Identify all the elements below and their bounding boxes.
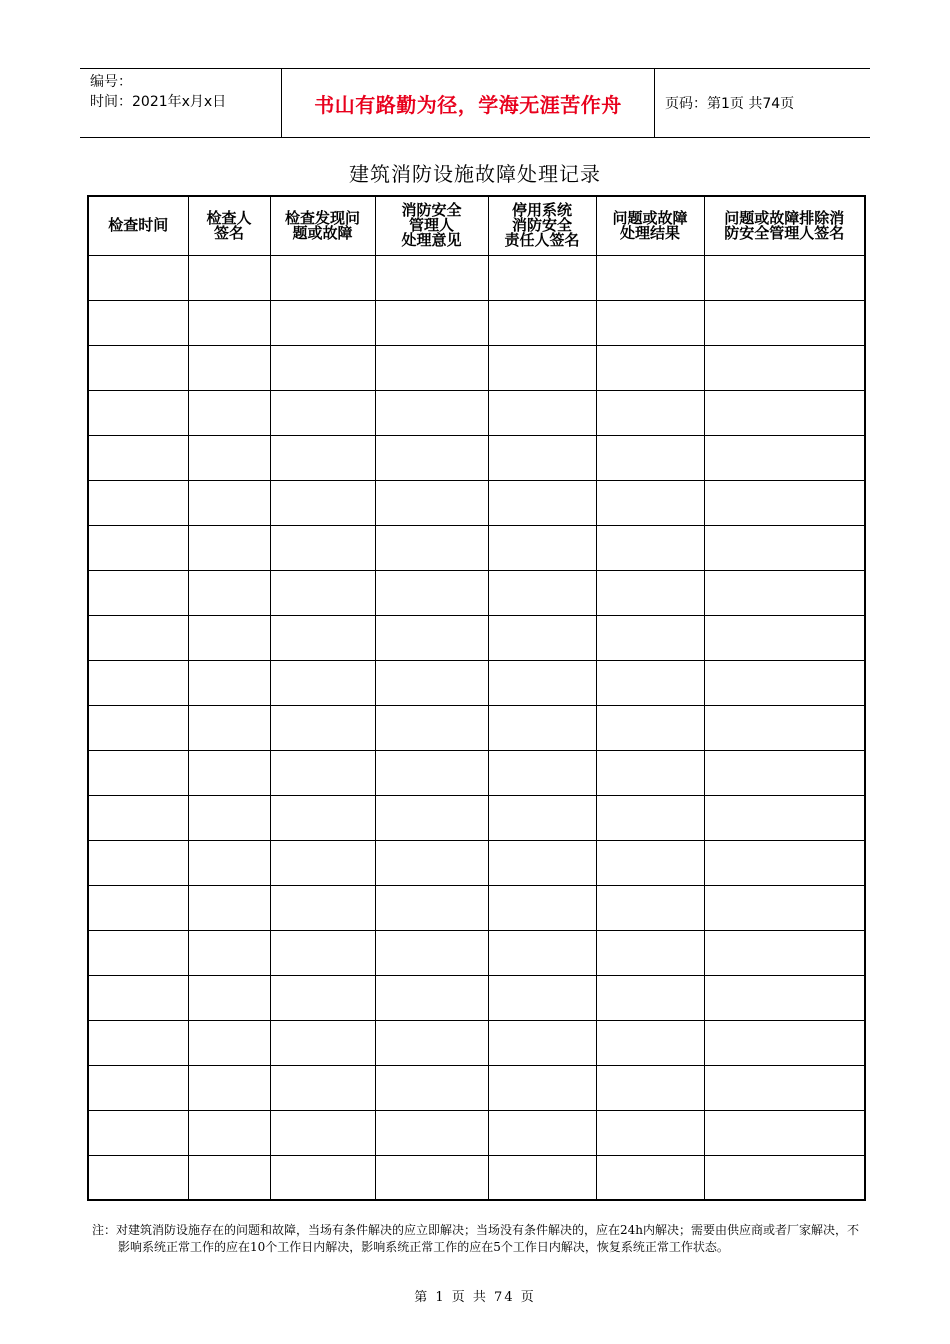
table-cell (375, 1155, 488, 1200)
table-cell (188, 885, 270, 930)
table-cell (375, 1110, 488, 1155)
table-cell (704, 975, 865, 1020)
table-cell (375, 435, 488, 480)
table-cell (188, 435, 270, 480)
table-cell (88, 885, 188, 930)
table-body (88, 255, 865, 1200)
table-cell (88, 1020, 188, 1065)
table-cell (596, 300, 704, 345)
document-date-label: 时间：2021年x月x日 (90, 94, 227, 110)
table-cell (596, 1155, 704, 1200)
table-cell (488, 300, 596, 345)
table-row (88, 480, 865, 525)
table-cell (375, 750, 488, 795)
column-header: 检查发现问 题或故障 (270, 196, 375, 255)
footnote (92, 1222, 862, 1256)
table-cell (488, 885, 596, 930)
table-cell (188, 705, 270, 750)
table-cell (375, 615, 488, 660)
table-cell (188, 975, 270, 1020)
table-cell (88, 525, 188, 570)
table-cell (375, 705, 488, 750)
table-cell (488, 615, 596, 660)
table-cell (270, 795, 375, 840)
table-row (88, 570, 865, 615)
document-number-label: 编号： (90, 74, 132, 90)
table-cell (375, 480, 488, 525)
table-cell (704, 885, 865, 930)
table-cell (188, 660, 270, 705)
table-cell (375, 1020, 488, 1065)
table-cell (188, 525, 270, 570)
table-row (88, 930, 865, 975)
table-cell (88, 1110, 188, 1155)
table-cell (375, 345, 488, 390)
table-cell (596, 1065, 704, 1110)
table-cell (88, 300, 188, 345)
table-cell (88, 480, 188, 525)
column-header: 停用系统 消防安全 责任人签名 (488, 196, 596, 255)
table-cell (375, 795, 488, 840)
table-cell (88, 570, 188, 615)
footnote-text: 注：对建筑消防设施存在的问题和故障，当场有条件解决的应立即解决；当场没有条件解决的，应在24h内解决；需要由供应商或者厂家解决，不影响系统正常工作的应在10个工作日内解决，影响系统正常工作的应在5个工作日内解决，恢复系统正常工作状态。 (92, 1223, 860, 1254)
table-cell (270, 1110, 375, 1155)
table-cell (596, 345, 704, 390)
table-cell (488, 795, 596, 840)
table-cell (596, 480, 704, 525)
table-cell (88, 435, 188, 480)
table-cell (88, 660, 188, 705)
table-cell (88, 255, 188, 300)
table-cell (488, 975, 596, 1020)
table-cell (704, 840, 865, 885)
table-row (88, 300, 865, 345)
table-cell (488, 480, 596, 525)
table-cell (596, 1110, 704, 1155)
column-header: 问题或故障 处理结果 (596, 196, 704, 255)
table-cell (270, 390, 375, 435)
table-cell (88, 975, 188, 1020)
header-motto: 书山有路勤为径，学海无涯苦作舟 (314, 92, 622, 117)
table-row (88, 975, 865, 1020)
table-cell (270, 840, 375, 885)
table-row (88, 750, 865, 795)
table-cell (596, 975, 704, 1020)
table-cell (596, 390, 704, 435)
table-header-row (88, 196, 865, 255)
table-row (88, 705, 865, 750)
table-cell (704, 660, 865, 705)
table-cell (270, 570, 375, 615)
table-cell (488, 570, 596, 615)
table-cell (375, 930, 488, 975)
table-cell (188, 750, 270, 795)
table-cell (270, 660, 375, 705)
table-cell (375, 1065, 488, 1110)
table-row (88, 255, 865, 300)
table-cell (704, 480, 865, 525)
table-cell (488, 840, 596, 885)
column-header: 检查人 签名 (188, 196, 270, 255)
table-cell (596, 570, 704, 615)
table-cell (270, 525, 375, 570)
table-cell (704, 930, 865, 975)
table-cell (704, 615, 865, 660)
table-cell (375, 255, 488, 300)
table-cell (188, 795, 270, 840)
table-cell (270, 1020, 375, 1065)
table-cell (188, 840, 270, 885)
table-row (88, 885, 865, 930)
header-page-cell (655, 69, 870, 137)
table-cell (596, 525, 704, 570)
table-cell (596, 1020, 704, 1065)
table-cell (704, 750, 865, 795)
table-cell (188, 345, 270, 390)
table-cell (488, 255, 596, 300)
header-page-label: 页码：第1页 共74页 (665, 96, 795, 112)
table-cell (704, 435, 865, 480)
table-cell (375, 840, 488, 885)
table-cell (88, 390, 188, 435)
table-cell (488, 435, 596, 480)
table-cell (375, 300, 488, 345)
table-cell (188, 390, 270, 435)
table-cell (488, 345, 596, 390)
table-cell (596, 615, 704, 660)
table-cell (188, 1110, 270, 1155)
table-cell (488, 660, 596, 705)
table-row (88, 1065, 865, 1110)
column-header: 检查时间 (88, 196, 188, 255)
table-cell (704, 300, 865, 345)
table-cell (375, 885, 488, 930)
table-cell (270, 1065, 375, 1110)
table-row (88, 795, 865, 840)
table-cell (270, 975, 375, 1020)
table-row (88, 435, 865, 480)
table-cell (375, 660, 488, 705)
table-cell (270, 255, 375, 300)
header-meta (80, 69, 282, 137)
table-cell (188, 300, 270, 345)
table-cell (270, 750, 375, 795)
table-cell (88, 750, 188, 795)
table-cell (596, 885, 704, 930)
table-cell (704, 390, 865, 435)
document-header (80, 68, 870, 138)
table-cell (704, 570, 865, 615)
table-cell (88, 345, 188, 390)
table-row (88, 525, 865, 570)
table-cell (270, 300, 375, 345)
table-cell (188, 930, 270, 975)
table-cell (188, 1065, 270, 1110)
table-cell (488, 750, 596, 795)
table-cell (704, 1155, 865, 1200)
table-cell (188, 480, 270, 525)
table-cell (88, 1155, 188, 1200)
table-cell (270, 705, 375, 750)
table-cell (270, 885, 375, 930)
table-cell (375, 390, 488, 435)
table-cell (270, 930, 375, 975)
table-cell (88, 930, 188, 975)
table-cell (270, 1155, 375, 1200)
table-cell (188, 255, 270, 300)
table-row (88, 615, 865, 660)
page-title: 建筑消防设施故障处理记录 (349, 162, 601, 186)
table-row (88, 1020, 865, 1065)
table-cell (704, 1065, 865, 1110)
table-cell (596, 840, 704, 885)
table-cell (488, 1065, 596, 1110)
table-cell (704, 705, 865, 750)
table-cell (375, 570, 488, 615)
table-cell (88, 1065, 188, 1110)
table-cell (375, 525, 488, 570)
table-row (88, 345, 865, 390)
fault-record-table (87, 195, 866, 1201)
table-cell (596, 750, 704, 795)
table-cell (704, 1110, 865, 1155)
table-cell (488, 705, 596, 750)
column-header: 消防安全 管理人 处理意见 (375, 196, 488, 255)
table-row (88, 1110, 865, 1155)
table-cell (270, 345, 375, 390)
table-cell (488, 525, 596, 570)
table-cell (488, 1020, 596, 1065)
table-cell (596, 435, 704, 480)
table-cell (88, 705, 188, 750)
table-cell (270, 615, 375, 660)
table-cell (596, 705, 704, 750)
table-cell (596, 795, 704, 840)
table-cell (375, 975, 488, 1020)
table-cell (270, 435, 375, 480)
table-cell (488, 390, 596, 435)
table-cell (704, 1020, 865, 1065)
table-cell (188, 570, 270, 615)
table-cell (704, 345, 865, 390)
column-header: 问题或故障排除消 防安全管理人签名 (704, 196, 865, 255)
table-cell (88, 840, 188, 885)
table-cell (596, 930, 704, 975)
table-row (88, 660, 865, 705)
table-cell (188, 1155, 270, 1200)
table-cell (596, 255, 704, 300)
table-cell (188, 1020, 270, 1065)
table-cell (88, 615, 188, 660)
table-cell (188, 615, 270, 660)
table-row (88, 1155, 865, 1200)
header-motto-cell (282, 69, 655, 137)
table-cell (488, 930, 596, 975)
table-cell (488, 1110, 596, 1155)
page-footer: 第 1 页 共 74 页 (414, 1290, 536, 1305)
table-cell (270, 480, 375, 525)
table-cell (88, 795, 188, 840)
table-cell (704, 795, 865, 840)
table-row (88, 390, 865, 435)
table-cell (488, 1155, 596, 1200)
table-cell (704, 255, 865, 300)
table-cell (704, 525, 865, 570)
table-row (88, 840, 865, 885)
table-cell (596, 660, 704, 705)
